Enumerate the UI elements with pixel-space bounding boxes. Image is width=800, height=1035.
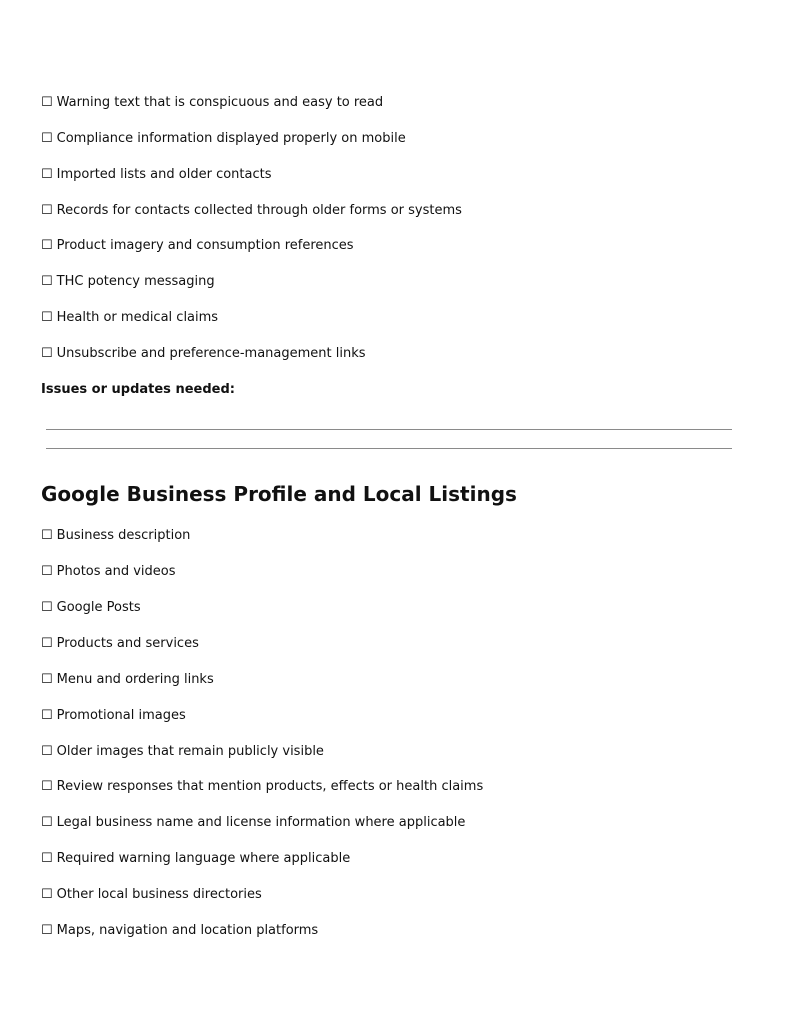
section-heading: Google Business Profile and Local Listings [41,482,517,506]
checklist-item-label: Unsubscribe and preference-management links [56,346,366,361]
checklist-item-label: Other local business directories [56,887,262,902]
checklist-item[interactable] [41,850,350,868]
checklist-item[interactable] [41,202,462,220]
checklist-item-label: Promotional images [56,708,186,723]
checkbox-icon[interactable]: ☐ [41,167,53,182]
checklist-item[interactable] [41,527,190,545]
checklist-item[interactable] [41,814,465,832]
checkbox-icon[interactable]: ☐ [41,744,53,759]
checkbox-icon[interactable]: ☐ [41,779,53,794]
checklist-item[interactable] [41,599,141,617]
checklist-item-label: Product imagery and consumption references [56,238,354,253]
checklist-item[interactable] [41,130,406,148]
checklist-item-label: Compliance information displayed properly on mobile [56,131,406,146]
checkbox-icon[interactable]: ☐ [41,131,53,146]
checklist-item-label: Warning text that is conspicuous and easy to read [56,95,384,110]
checkbox-icon[interactable]: ☐ [41,528,53,543]
checkbox-icon[interactable]: ☐ [41,346,53,361]
checklist-item-label: Legal business name and license information where applicable [56,815,466,830]
checkbox-icon[interactable]: ☐ [41,600,53,615]
checklist-item-label: Review responses that mention products, effects or health claims [56,779,484,794]
checklist-item[interactable] [41,345,366,363]
checkbox-icon[interactable]: ☐ [41,815,53,830]
checkbox-icon[interactable]: ☐ [41,310,53,325]
write-in-line[interactable] [46,448,732,449]
checkbox-icon[interactable]: ☐ [41,672,53,687]
checklist-item-label: Photos and videos [56,564,176,579]
checkbox-icon[interactable]: ☐ [41,238,53,253]
checkbox-icon[interactable]: ☐ [41,636,53,651]
checklist-item-label: Records for contacts collected through older forms or systems [56,203,462,218]
checkbox-icon[interactable]: ☐ [41,564,53,579]
write-in-line[interactable] [46,429,732,430]
checklist-item-label: Older images that remain publicly visible [56,744,324,759]
checklist-item-label: Maps, navigation and location platforms [56,923,319,938]
checklist-item[interactable] [41,273,215,291]
checklist-item[interactable] [41,707,186,725]
checkbox-icon[interactable]: ☐ [41,274,53,289]
checkbox-icon[interactable]: ☐ [41,851,53,866]
checklist-item[interactable] [41,237,354,255]
checklist-item[interactable] [41,563,176,581]
issues-label: Issues or updates needed: [41,382,235,397]
checklist-item[interactable] [41,94,383,112]
checklist-item-label: Required warning language where applicable [56,851,351,866]
checklist-item[interactable] [41,922,318,940]
checklist-item-label: Business description [56,528,191,543]
checklist-item[interactable] [41,886,262,904]
checklist-item[interactable] [41,166,272,184]
checklist-item[interactable] [41,671,214,689]
checklist-item-label: THC potency messaging [56,274,215,289]
checkbox-icon[interactable]: ☐ [41,203,53,218]
checklist-item[interactable] [41,635,199,653]
checkbox-icon[interactable]: ☐ [41,923,53,938]
checkbox-icon[interactable]: ☐ [41,95,53,110]
checklist-item[interactable] [41,309,218,327]
checklist-item-label: Products and services [56,636,199,651]
checkbox-icon[interactable]: ☐ [41,708,53,723]
checklist-item-label: Menu and ordering links [56,672,214,687]
checklist-item-label: Google Posts [56,600,141,615]
checkbox-icon[interactable]: ☐ [41,887,53,902]
checklist-item[interactable] [41,778,483,796]
checklist-item[interactable] [41,743,324,761]
checklist-item-label: Health or medical claims [56,310,219,325]
checklist-item-label: Imported lists and older contacts [56,167,272,182]
